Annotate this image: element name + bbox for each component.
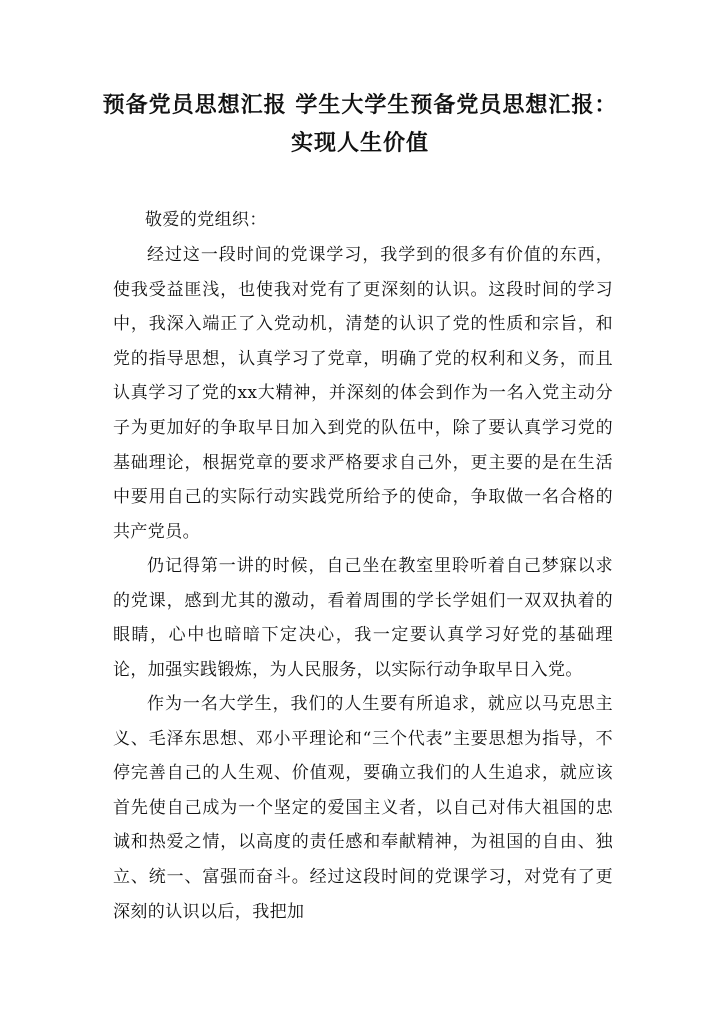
paragraph-1: 经过这一段时间的党课学习，我学到的很多有价值的东西，使我受益匪浅，也使我对党有了更深刻的认识。这段时间的学习中，我深入端正了入党动机，清楚的认识了党的性质和宗旨，和党的指导思想，认真学习了党章，明确了党的权利和义务，而且认真学习了党的xx大精神，并深刻的体会到作为一名入党主动分子为更加好的争取早日加入到党的队伍中，除了要认真学习党的基础理论，根据党章的要求严格要求自己外，更主要的是在生活中要用自己的实际行动实践党所给予的使命，争取做一名合格的共产党员。 <box>113 245 613 542</box>
paragraph-3: 作为一名大学生，我们的人生要有所追求，就应以马克思主义、毛泽东思想、邓小平理论和“三个代表”主要思想为指导，不停完善自己的人生观、价值观，要确立我们的人生追求，就应该首先使自己成为一个坚定的爱国主义者，以自己对伟大祖国的忠诚和热爱之情，以高度的责任感和奉献精神，为祖国的自由、独立、统一、富强而奋斗。经过这段时间的党课学习，对党有了更深刻的认识以后，我把加 <box>113 694 613 922</box>
document-title-line-2: 实现人生价值 <box>290 130 429 156</box>
document-title-line-1: 预备党员思想汇报 学生大学生预备党员思想汇报： <box>102 92 618 118</box>
paragraph-2: 仍记得第一讲的时候，自己坐在教室里聆听着自己梦寐以求的党课，感到尤其的激动，看着周围的学长学姐们一双双执着的眼睛，心中也暗暗下定决心，我一定要认真学习好党的基础理论，加强实践锻炼，为人民服务，以实际行动争取早日入党。 <box>113 556 613 680</box>
salutation: 敬爱的党组织： <box>145 210 267 230</box>
